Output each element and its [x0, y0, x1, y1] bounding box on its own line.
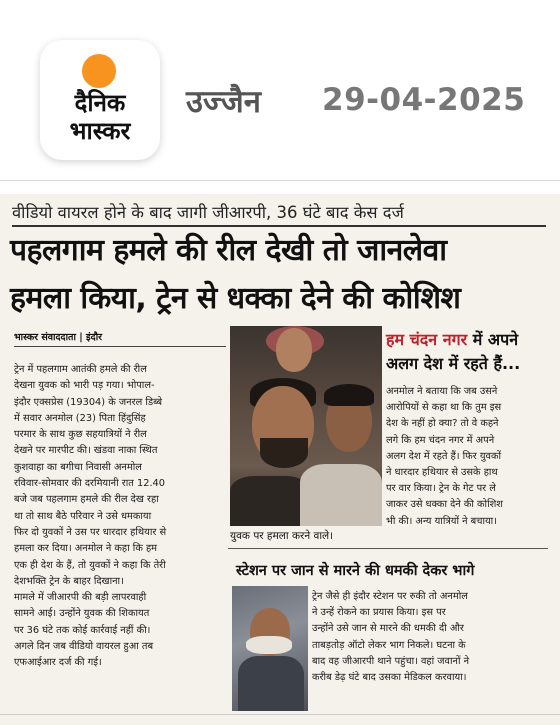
sidebar-heading [386, 328, 518, 350]
app-header [0, 0, 560, 175]
byline-rule [14, 346, 226, 347]
body-line: अगले दिन जब वीडियो वायरल हुआ तब [14, 641, 154, 653]
headline-line1: पहलगाम हमले की रील देखी तो जानलेवा [10, 233, 447, 268]
sidebar-line: अनमोल ने बताया कि जब उसने [386, 386, 498, 397]
sidebar-line: जाकर उसे धक्का देने की कोशिश [386, 499, 503, 511]
section2-line: ताबड़तोड़ ऑटो लेकर भाग निकले। घटना के [312, 639, 466, 651]
logo-text-line1: दैनिक [74, 89, 126, 117]
body-line: में सवार अनमोल (23) पिता हिंदुसिंह [14, 412, 146, 424]
sidebar-story [384, 326, 548, 546]
body-line: देखने पर मारपीट की। खंडवा नाका स्थित [14, 445, 158, 457]
body-line: हमला कर दिया। अनमोल ने कहा कि हम [14, 543, 158, 555]
sidebar-line: अलग देश में रहते हैं। फिर युवकों [386, 450, 502, 462]
body-line: फिर दो युवकों ने उस पर धारदार हथियार से [14, 526, 167, 538]
victim-photo [232, 586, 308, 711]
sidebar-line: देश के नहीं हो क्या? तो वे कहने [386, 418, 499, 430]
body-line: सामने आई। उन्होंने युवक की शिकायत [14, 608, 150, 620]
edition-date: 29-04-2025 [322, 82, 526, 118]
body-line: रविवार-सोमवार की दरमियानी रात 12.40 [14, 478, 166, 490]
article-kicker: वीडियो वायरल होने के बाद जागी जीआरपी, 36 घंटे बाद केस दर्ज [12, 203, 404, 222]
sidebar-heading-highlight: हम चंदन नगर [386, 330, 468, 349]
article-body [14, 362, 226, 672]
clipping-bottom-edge [0, 714, 560, 725]
body-line: कुशवाहा का बगीचा निवासी अनमोल [14, 461, 142, 473]
attackers-photo [230, 326, 382, 526]
section2-line: बाद वह जीआरपी थाने पहुंचा। वहां जवानों ने [312, 655, 470, 667]
logo-sun-icon [82, 54, 116, 88]
sidebar-line: लगे कि हम चंदन नगर में अपने [386, 434, 495, 446]
sidebar-body [386, 384, 546, 530]
body-line: बजे जब पहलगाम हमले की रील देख रहा [14, 494, 159, 506]
logo-text-line2: भास्कर [69, 117, 131, 145]
sidebar-heading-rest: में अपने [467, 330, 519, 349]
sidebar-line: पर वार किया। ट्रेन के गेट पर ले [386, 483, 496, 495]
body-line: मामले में जीआरपी की बड़ी लापरवाही [14, 592, 147, 604]
photo-caption: युवक पर हमला करने वाले। [230, 530, 334, 542]
sidebar-line: भी की। अन्य यात्रियों ने बचाया। [386, 515, 497, 527]
body-line: परमार के साथ कुछ सहयात्रियों ने रील [14, 429, 147, 441]
body-line: पर 36 घंटे तक कोई कार्रवाई नहीं की। [14, 624, 151, 636]
headline-line2: हमला किया, ट्रेन से धक्का देने की कोशिश [10, 281, 461, 316]
sidebar-line: ने धारदार हथियार से उसके हाथ [386, 467, 498, 479]
edition-city: उज्जैन [186, 84, 261, 120]
body-line: था तो साथ बैठे परिवार ने उसे धमकाया [14, 510, 152, 522]
body-line: ट्रेन में पहलगाम आतंकी हमले की रील [14, 364, 147, 375]
body-line: देखना युवक को भारी पड़ गया। भोपाल- [14, 380, 155, 392]
section2-line: उन्होंने उसे जान से मारने की धमकी दी और [312, 623, 464, 635]
byline: भास्कर संवाददाता | इंदौर [14, 332, 103, 343]
section2-rule [228, 548, 548, 549]
sidebar-heading-line2: अलग देश में रहते हैं... [386, 354, 521, 373]
section2-line: ट्रेन जैसे ही इंदौर स्टेशन पर रुकी तो अनमोल [312, 591, 468, 602]
body-line: देशभक्ति ट्रेन के बाहर दिखाना। [14, 575, 124, 587]
newspaper-clipping [0, 194, 560, 725]
kicker-rule [12, 225, 546, 227]
section2-body [312, 589, 548, 686]
body-line: एक ही देश के हैं, तो युवकों ने कहा कि तेरी [14, 559, 166, 571]
section2-line: करीब डेढ़ घंटे बाद उसका मेडिकल करवाया। [312, 672, 467, 684]
body-line: एफआईआर दर्ज की गई। [14, 657, 102, 669]
sidebar-line: आरोपियों से कहा था कि तुम इस [386, 402, 502, 414]
header-divider [0, 180, 560, 181]
body-line: इंदौर एक्सप्रेस (19304) के जनरल डिब्बे [14, 396, 163, 408]
dainik-bhaskar-logo[interactable] [40, 40, 160, 160]
section2-line: ने उन्हें रोकने का प्रयास किया। इस पर [312, 607, 446, 619]
section2-heading: स्टेशन पर जान से मारने की धमकी देकर भागे [236, 563, 475, 579]
